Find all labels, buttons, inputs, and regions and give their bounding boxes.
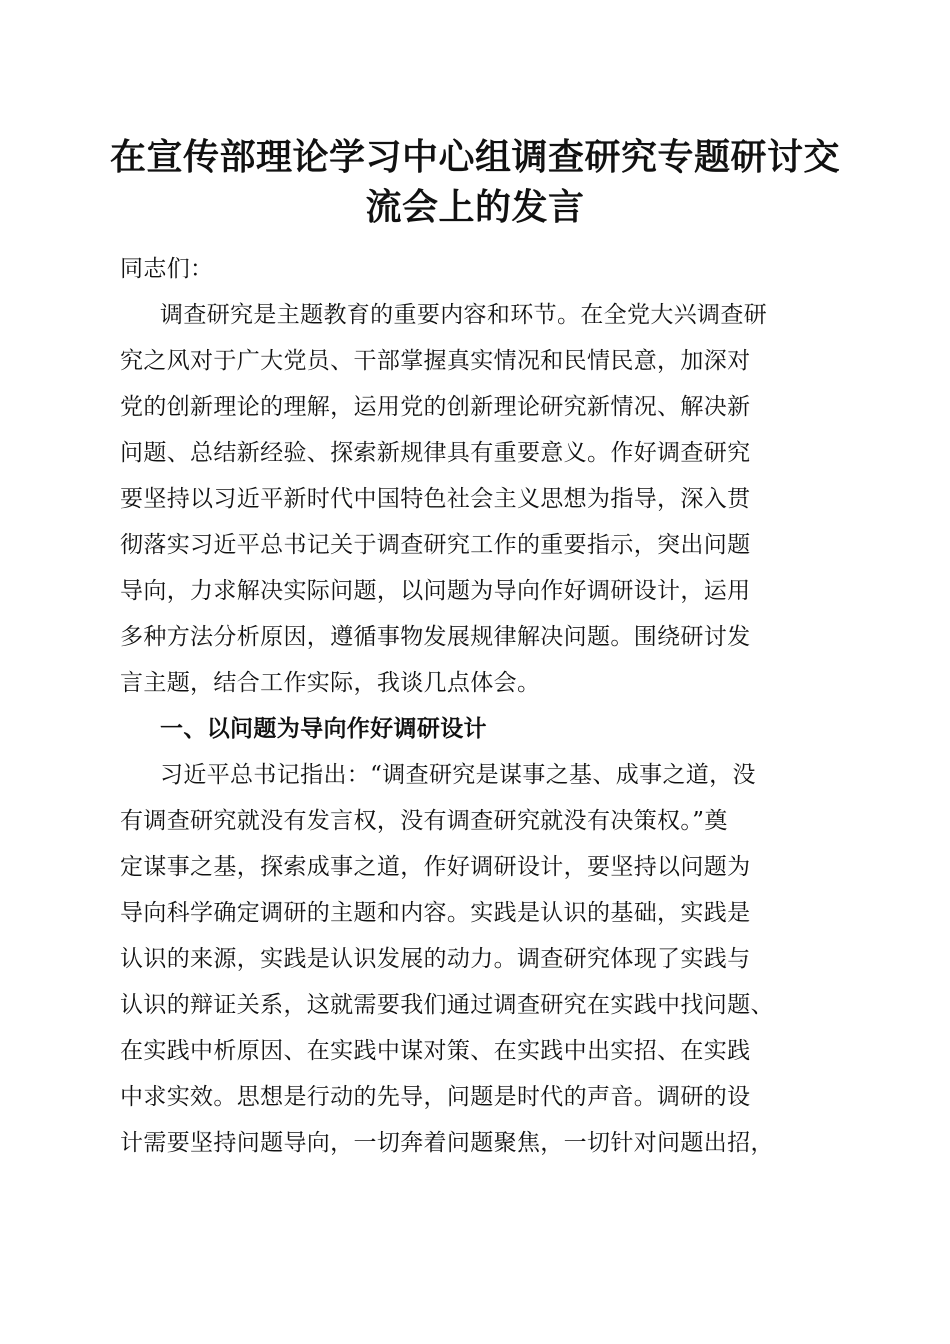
paragraph-1 <box>120 292 832 706</box>
paragraph-2 <box>120 752 832 1166</box>
section-1-heading: 一、以问题为导向作好调研设计 <box>160 716 487 742</box>
paragraph-1-line: 调查研究是主题教育的重要内容和环节。在全党大兴调查研 <box>160 302 768 328</box>
paragraph-2-line: 导向科学确定调研的主题和内容。实践是认识的基础，实践是 <box>120 900 751 926</box>
document-body <box>120 246 832 1166</box>
paragraph-2-line: 中求实效。思想是行动的先导，问题是时代的声音。调研的设 <box>120 1084 751 1110</box>
paragraph-2-line: 习近平总书记指出：“调查研究是谋事之基、成事之道，没 <box>160 762 756 788</box>
paragraph-2-line: 有调查研究就没有发言权，没有调查研究就没有决策权。”奠 <box>120 808 728 834</box>
paragraph-1-line: 究之风对于广大党员、干部掌握真实情况和民情民意，加深对 <box>120 348 751 374</box>
title-line-1: 在宣传部理论学习中心组调查研究专题研讨交 <box>109 136 840 178</box>
title-line-2: 流会上的发言 <box>365 186 585 228</box>
paragraph-2-line: 认识的来源，实践是认识发展的动力。调查研究体现了实践与 <box>120 946 751 972</box>
paragraph-1-line: 彻落实习近平总书记关于调查研究工作的重要指示，突出问题 <box>120 532 751 558</box>
document-title <box>100 132 850 232</box>
paragraph-2-line: 定谋事之基，探索成事之道，作好调研设计，要坚持以问题为 <box>120 854 751 880</box>
salutation: 同志们： <box>120 256 214 282</box>
paragraph-1-line: 导向，力求解决实际问题，以问题为导向作好调研设计，运用 <box>120 578 751 604</box>
paragraph-1-line: 多种方法分析原因，遵循事物发展规律解决问题。围绕研讨发 <box>120 624 751 650</box>
paragraph-2-line: 计需要坚持问题导向，一切奔着问题聚焦，一切针对问题出招， <box>120 1130 774 1156</box>
paragraph-1-line: 要坚持以习近平新时代中国特色社会主义思想为指导，深入贯 <box>120 486 751 512</box>
paragraph-1-line: 问题、总结新经验、探索新规律具有重要意义。作好调查研究 <box>120 440 751 466</box>
paragraph-2-line: 认识的辩证关系，这就需要我们通过调查研究在实践中找问题、 <box>120 992 774 1018</box>
paragraph-2-line: 在实践中析原因、在实践中谋对策、在实践中出实招、在实践 <box>120 1038 751 1064</box>
paragraph-1-line: 言主题，结合工作实际，我谈几点体会。 <box>120 670 541 696</box>
paragraph-1-line: 党的创新理论的理解，运用党的创新理论研究新情况、解决新 <box>120 394 751 420</box>
